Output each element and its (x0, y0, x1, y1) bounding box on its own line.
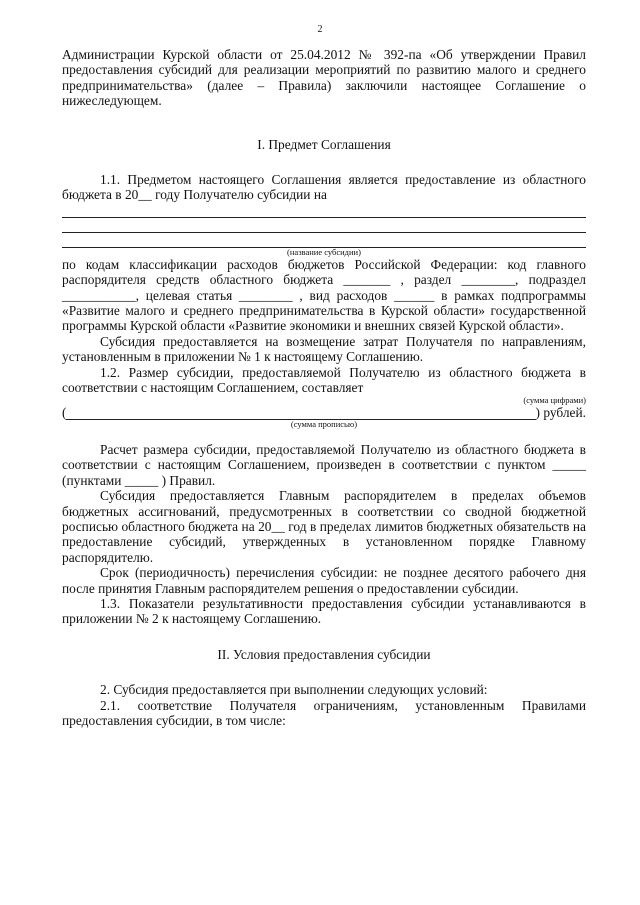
caption-amount-digits: (сумма цифрами) (523, 394, 586, 405)
amount-words-row (62, 405, 586, 420)
blank-line (62, 203, 586, 218)
document-body (62, 47, 586, 728)
paragraph-1-3: 1.3. Показатели результативности предоставления субсидии устанавливаются в приложении № 2 к настоящему Соглашению. (62, 595, 586, 627)
paragraph-1-1: 1.1. Предметом настоящего Соглашения является предоставление из областного бюджета в 20__ году Получателю субсидии на (62, 172, 586, 203)
paragraph-term: Срок (периодичность) перечисления субсидии: не позднее десятого рабочего дня после принятия Главным распорядителем решения о предоставлении субсидии. (62, 565, 586, 596)
paragraph-provided: Субсидия предоставляется Главным распорядителем в пределах объемов бюджетных ассигнований, предусмотренных в соответствии со сводной бюджетной росписью областного бюджета на 20__ год в пределах лимитов бюджетных обязательств на предоставление субсидий, утвержденных в установленном порядке Главному распорядителю. (62, 488, 586, 565)
paragraph-compensation: Субсидия предоставляется на возмещение затрат Получателя по направлениям, установленным в приложении № 1 к настоящему Соглашению. (62, 333, 586, 365)
caption-amount-words: (сумма прописью) (290, 418, 358, 429)
section-2-title: II. Условия предоставления субсидии (217, 646, 431, 662)
blank-line (62, 218, 586, 233)
section-1-title: I. Предмет Соглашения (257, 136, 391, 152)
paragraph-1-2: 1.2. Размер субсидии, предоставляемой Получателю из областного бюджета в соответствии с настоящим Соглашением, составляет (62, 364, 586, 396)
page-number: 2 (317, 24, 323, 35)
paragraph-calculation: Расчет размера субсидии, предоставляемой Получателю из областного бюджета в соответствии с настоящим Соглашением, произведен в соответствии с пунктом _____ (пунктами _____ ) Правил. (62, 441, 586, 488)
open-parenthesis: ( (62, 404, 67, 420)
caption-subsidy-name: (название субсидии) (287, 246, 361, 257)
blank-line (62, 233, 586, 248)
intro-paragraph: Администрации Курской области от 25.04.2012 № 392-па «Об утверждении Правил предоставления субсидий для реализации мероприятий по развитию малого и среднего предпринимательства» (далее – Правила) заключили настоящее Соглашение о нижеследующем. (62, 47, 586, 109)
paragraph-2: 2. Субсидия предоставляется при выполнении следующих условий: (100, 682, 488, 698)
paragraph-2-1: 2.1. соответствие Получателя ограничениям, установленным Правилами предоставления субсидии, в том числе: (62, 697, 586, 728)
paragraph-budget-codes: по кодам классификации расходов бюджетов Российской Федерации: код главного распорядителя средств областного бюджета _______ , раздел ________, подраздел ___________, целевая статья ________ , вид расходов ______ в рамках подпрограммы «Развитие малого и среднего предпринимательства в Курской области» государственной программы Курской области «Развитие экономики и внешних связей Курской области». (62, 256, 586, 334)
amount-words-blank (66, 407, 535, 420)
rubles-label: ) рублей. (535, 404, 586, 420)
